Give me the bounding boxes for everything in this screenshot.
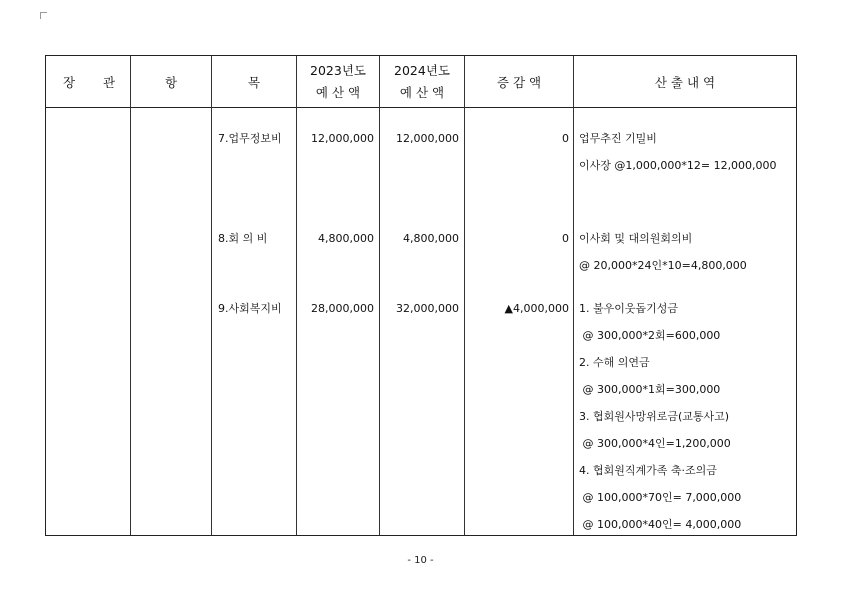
change-value: ▲4,000,000: [504, 302, 569, 315]
mok-item: 7.업무정보비: [218, 132, 282, 145]
header-detail: 산 출 내 역: [654, 75, 716, 90]
col-divider: [573, 56, 574, 535]
detail-line: 업무추진 기밀비: [579, 132, 657, 145]
budget-table: [45, 55, 797, 536]
detail-line: @ 100,000*70인= 7,000,000: [579, 491, 742, 504]
detail-line: 1. 불우이웃돕기성금: [579, 302, 678, 315]
col-divider: [296, 56, 297, 535]
detail-line: 3. 협회원사망위로금(교통사고): [579, 410, 730, 423]
header-2024-year: 2024년도: [394, 63, 450, 78]
budget-2023-value: 28,000,000: [311, 302, 374, 315]
page-number: - 10 -: [407, 555, 434, 566]
mok-item: 8.회 의 비: [218, 232, 268, 245]
budget-2023-value: 4,800,000: [318, 232, 374, 245]
header-2023-year: 2023년도: [310, 63, 366, 78]
change-value: 0: [562, 132, 569, 145]
mok-item: 9.사회복지비: [218, 302, 282, 315]
detail-line: @ 20,000*24인*10=4,800,000: [579, 259, 747, 272]
header-gwan: 관: [102, 75, 116, 90]
detail-line: 이사회 및 대의원회의비: [579, 232, 693, 245]
header-2024-budget: 예 산 액: [399, 85, 445, 100]
header-2023-budget: 예 산 액: [315, 85, 361, 100]
col-divider: [130, 56, 131, 535]
header-hang: 항: [164, 75, 178, 90]
budget-2024-value: 12,000,000: [396, 132, 459, 145]
header-jang: 장: [62, 75, 76, 90]
crop-mark: [40, 12, 47, 19]
budget-2024-value: 4,800,000: [403, 232, 459, 245]
detail-line: 이사장 @1,000,000*12= 12,000,000: [579, 159, 777, 172]
detail-line: 2. 수해 의연금: [579, 356, 650, 369]
header-mok: 목: [247, 75, 261, 90]
col-divider: [211, 56, 212, 535]
detail-line: @ 100,000*40인= 4,000,000: [579, 518, 742, 531]
detail-line: 4. 협회원직계가족 축·조의금: [579, 464, 717, 477]
table-header: [46, 56, 796, 108]
col-divider: [379, 56, 380, 535]
header-change: 증 감 액: [496, 75, 542, 90]
detail-line: @ 300,000*1회=300,000: [579, 383, 721, 396]
detail-line: @ 300,000*2회=600,000: [579, 329, 721, 342]
budget-2024-value: 32,000,000: [396, 302, 459, 315]
col-divider: [464, 56, 465, 535]
budget-2023-value: 12,000,000: [311, 132, 374, 145]
detail-line: @ 300,000*4인=1,200,000: [579, 437, 731, 450]
change-value: 0: [562, 232, 569, 245]
